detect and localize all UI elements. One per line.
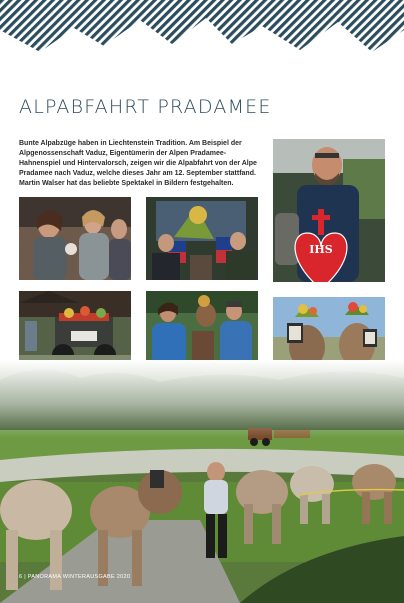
publication-name: PANORAMA WINTERAUSGABE 2020 [27, 574, 131, 580]
page-number: 6 [19, 574, 23, 580]
footer-separator: | [24, 574, 26, 580]
mountain-stripe-banner [0, 0, 404, 70]
photo-flag-decoration [146, 197, 258, 280]
article-title: ALPABFAHRT PRADAMEE [19, 96, 272, 118]
photo-portrait-heart [273, 139, 385, 282]
photo-cow-procession [0, 360, 404, 603]
photo-women-decorating [19, 197, 131, 280]
heart-badge-text: IHS [309, 243, 333, 256]
article-intro: Bunte Alpabzüge haben in Liechtenstein Tradition. Am Beispiel der Alpgenossenschaft Vaduz, Eigentümerin der Alpen Pradamee-Hahnenspiel und Hintervalorsch, zeigen wir die Alpabfahrt von der Alpe Pradamee nach Vaduz, welche dieses Jahr am 12. September stattfand. Martin Walser hat das beliebte Spektakel in Bildern festgehalten. [19, 140, 257, 187]
page-footer [19, 574, 130, 580]
